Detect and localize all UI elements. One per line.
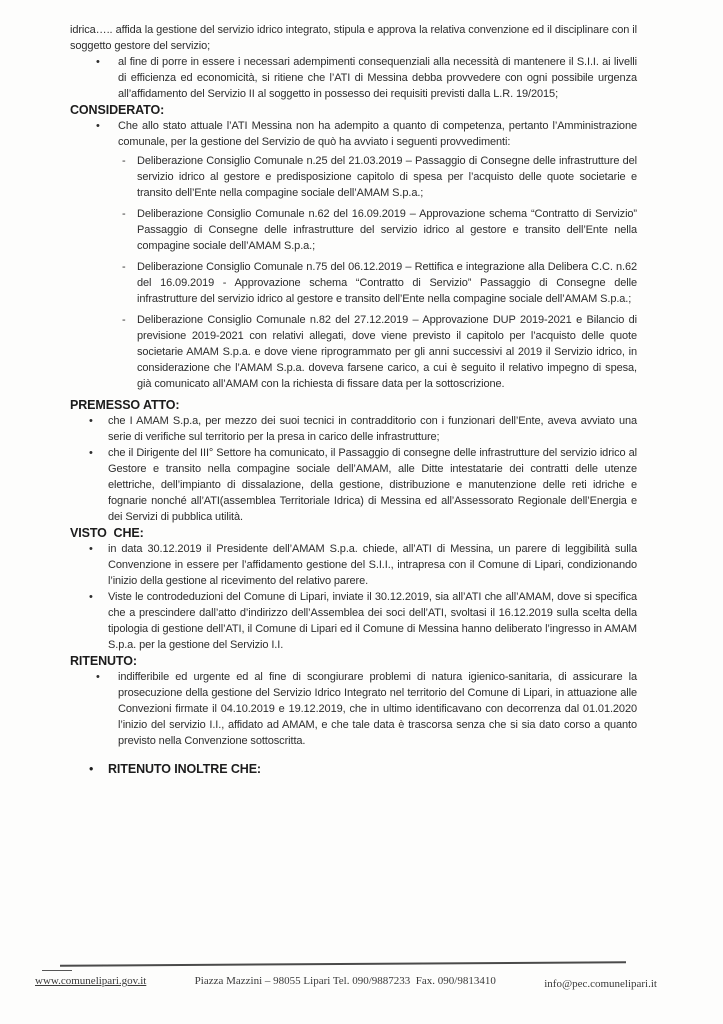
provvedimento-item (70, 259, 637, 307)
footer-rule (60, 961, 626, 966)
document-body (70, 22, 637, 777)
provvedimento-text: Deliberazione Consiglio Comunale n.25 del 21.03.2019 – Passaggio di Consegne delle infrastrutture del servizio idrico al gestore e predisposizione capitolo di spesa per l’acquisto delle quote societarie e transito dell’Ente nella compagine sociale dell’AMAM S.p.a.; (137, 155, 637, 199)
footer-email: info@pec.comunelipari.it (544, 978, 657, 990)
bullet-marker: • (96, 120, 100, 132)
bullet-marker: • (96, 671, 100, 683)
section-heading-ritenuto: RITENUTO: (70, 654, 137, 668)
footer-rule-short (42, 970, 72, 971)
dash-marker: - (122, 314, 126, 326)
section-heading-visto-che: VISTO CHE: (70, 526, 144, 540)
visto-bullet-text: in data 30.12.2019 il Presidente dell’AMAM S.p.a. chiede, all’ATI di Messina, un parere di leggibilità sulla Convenzione in essere per l’affidamento gestione del S.I.I., intrapresa con il Comune di Lipari, condizionando l’inizio della gestione al ricevimento del relativo parere. (108, 543, 637, 587)
dash-marker: - (122, 208, 126, 220)
bullet-marker: • (89, 591, 93, 603)
considerato-bullet-item (70, 118, 637, 150)
dash-marker: - (122, 155, 126, 167)
premesso-bullet-item (70, 445, 637, 525)
provvedimento-item (70, 153, 637, 201)
visto-bullet-item (70, 541, 637, 589)
provvedimento-item (70, 312, 637, 392)
considerato-bullet-text: Che allo stato attuale l’ATI Messina non ha adempito a quanto di competenza, pertanto l’Amministrazione comunale, per la gestione del Servizio de quò ha avviato i seguenti provvedimenti: (118, 120, 637, 148)
bullet-marker: • (89, 415, 93, 427)
visto-bullet-item (70, 589, 637, 653)
section-heading-considerato: CONSIDERATO: (70, 103, 165, 117)
ritenuto-bullet-text: indifferibile ed urgente ed al fine di scongiurare problemi di natura igienico-sanitaria, di assicurare la prosecuzione della gestione del Servizio Idrico Integrato nel territorio del Comune di Lipari, in attuazione alle Convezioni firmate il 04.10.2019 e 19.12.2019, che in ultimo identificavano con decorrenza dal 01.01.2020 l’inizio del servizio I.I., affidato ad AMAM, e che tale data è trascorsa senza che si sia dato corso a quanto previsto nella Convenzione sottoscritta. (118, 671, 637, 747)
footer-row (35, 974, 657, 991)
ritenuto-inoltre-heading-item (70, 761, 637, 777)
page-footer (0, 956, 723, 1024)
ritenuto-inoltre-heading: RITENUTO INOLTRE CHE: (108, 762, 261, 776)
continuation-paragraph: idrica….. affida la gestione del servizio idrico integrato, stipula e approva la relativa convenzione ed il disciplinare con il soggetto gestore del servizio; (70, 24, 637, 52)
footer-address: Piazza Mazzini – 98055 Lipari Tel. 090/9887233 Fax. 090/9813410 (194, 975, 496, 987)
intro-bullet-item (70, 54, 637, 102)
intro-bullet-text: al fine di porre in essere i necessari adempimenti consequenziali alla necessità di mantenere il S.I.I. ai livelli di efficienza ed economicità, si ritiene che l’ATI di Messina debba provvedere con ogni possibile urgenza all’affidamento del Servizio II al soggetto in possesso dei requisiti previsti dalla L.R. 19/2015; (118, 56, 637, 100)
bullet-marker: • (89, 762, 94, 776)
visto-bullet-text: Viste le controdeduzioni del Comune di Lipari, inviate il 30.12.2019, sia all’ATI che all’AMAM, dove si specifica che a prescindere dall’atto d’indirizzo dell’Assemblea dei soci dell’ATI, svoltasi il 16.12.2019 sulla scelta della tipologia di gestione dell’ATI, il Comune di Lipari ed il Comune di Messina hanno deliberato l’ingresso in AMAM S.p.a. per la gestione del Servizio I.I. (108, 591, 637, 651)
bullet-marker: • (89, 543, 93, 555)
dash-marker: - (122, 261, 126, 273)
provvedimento-text: Deliberazione Consiglio Comunale n.75 del 06.12.2019 – Rettifica e integrazione alla Delibera C.C. n.62 del 16.09.2019 - Approvazione schema “Contratto di Servizio” Passaggio di Consegne delle infrastrutture del servizio idrico al gestore e transito dell’Ente nella compagine sociale dell’AMAM S.p.a.; (137, 261, 637, 305)
footer-website: www.comunelipari.gov.it (35, 975, 147, 987)
premesso-bullet-item (70, 413, 637, 445)
bullet-marker: • (96, 56, 100, 68)
provvedimento-text: Deliberazione Consiglio Comunale n.82 del 27.12.2019 – Approvazione DUP 2019-2021 e Bilancio di previsione 2019-2021 con relativi allegati, dove viene previsto il capitolo per l’acquisto delle quote societarie AMAM S.p.a. e dove viene riprogrammato per gli anni successivi al 2019 il Servizio idrico, in considerazione che l’AMAM S.p.a. doveva farsene carico, a cui è seguito il relativo impegno di spesa, già comunicato all’AMAM con la richiesta di fissare data per la sottoscrizione. (137, 314, 637, 390)
bullet-marker: • (89, 447, 93, 459)
ritenuto-bullet-item (70, 669, 637, 749)
provvedimento-item (70, 206, 637, 254)
premesso-bullet-text: che il Dirigente del III° Settore ha comunicato, il Passaggio di consegne delle infrastrutture del servizio idrico al Gestore e transito nella compagine sociale dell’AMAM, alle Ditte intestatarie dei contratti delle utenze elettriche, dell’impianto di dissalazione, della gestione, distribuzione e manutenzione delle reti idriche e fognarie nonché all’ATI(assemblea Territoriale Idrica) di Messina ed all’Assessorato Regionale dell’Energia e dei Servizi di pubblica utilità. (108, 447, 637, 523)
section-heading-premesso-atto: PREMESSO ATTO: (70, 398, 180, 412)
provvedimento-text: Deliberazione Consiglio Comunale n.62 del 16.09.2019 – Approvazione schema “Contratto di Servizio” Passaggio di Consegne delle infrastrutture del servizio idrico al gestore e transito dell’Ente nella compagine sociale dell’AMAM S.p.a.; (137, 208, 637, 252)
premesso-bullet-text: che I AMAM S.p.a, per mezzo dei suoi tecnici in contradditorio con i funzionari dell’Ente, aveva avviato una serie di verifiche sul territorio per la presa in carico delle infrastrutture; (108, 415, 637, 443)
